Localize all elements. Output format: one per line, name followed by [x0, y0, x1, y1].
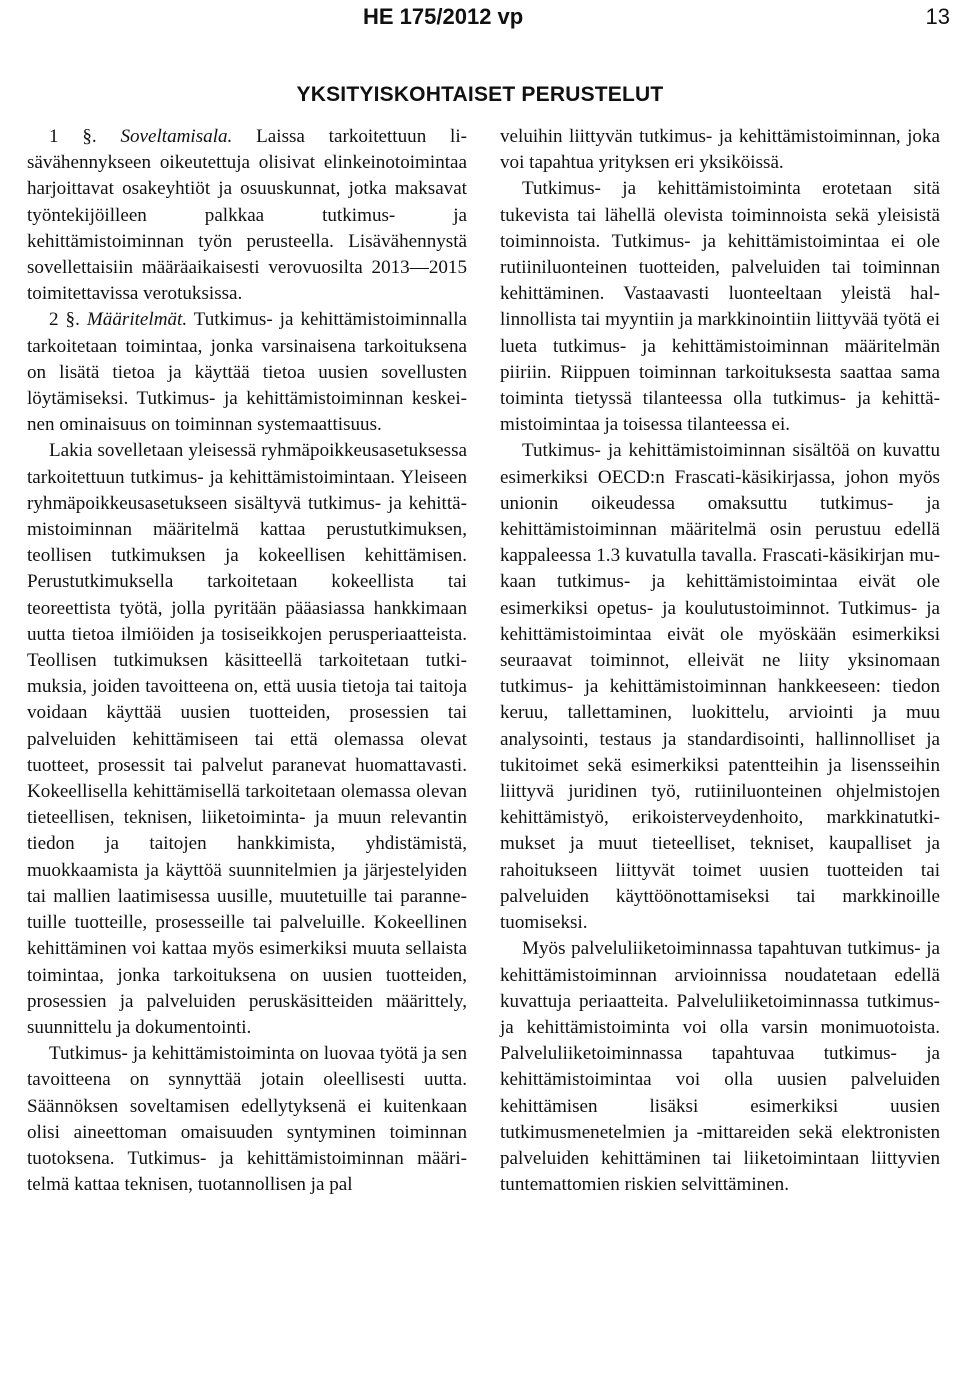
- paragraph: Tutkimus- ja kehittämistoiminta erotetaan sitä tukevista tai lähellä olevista toiminnoista sekä yleisistä toiminnoista. Tutkimus- ja kehittämistoimintaa ei ole rutiiniluonteinen tuotteiden, palveluiden tai toiminnan kehittäminen. Vastaavasti luonteeltaan yleistä hallinnollista tai myyntiin ja markkinointiin liittyvää työtä ei lueta tutkimus- ja kehittämistoiminnan määritelmän piiriin. Riippuen toiminnan tarkoituksesta saattaa sama toiminta tietyssä tilanteessa olla tutkimus- ja kehittämistoimintaa ja toisessa tilanteessa ei.: [500, 178, 940, 436]
- section-2-paragraph: [27, 307, 467, 438]
- right-column: [500, 124, 940, 1198]
- section-title: YKSITYISKOHTAISET PERUSTELUT: [296, 83, 664, 106]
- section-1-number: 1 §.: [49, 126, 97, 147]
- section-2-title: Määritelmät.: [86, 309, 188, 331]
- paragraph-continued: veluihin liittyvän tutkimus- ja kehittämistoiminnan, joka voi tapahtua yrityksen eri yksiköissä.: [500, 126, 940, 174]
- document-id: HE 175/2012 vp: [363, 4, 524, 29]
- paragraph: Myös palveluliiketoiminnassa tapahtuvan tutkimus- ja kehittämistoiminnan arvioinnissa noudatetaan edellä kuvattuja periaatteita. Palveluliiketoiminnassa tutkimus- ja kehittämistoiminta voi olla varsin monimuotoista. Palveluliiketoiminnassa tapahtuvaa tutkimus- ja kehittämistoimintaa voi olla uusien palveluiden kehittämisen lisäksi esimerkiksi uusien tutkimusmenetelmien ja -mittareiden sekä elektronisten palveluiden kehittäminen tai liiketoimintaan liittyvien tuntemattomien riskien selvittäminen.: [500, 938, 940, 1196]
- left-column: [27, 124, 467, 1198]
- paragraph: Tutkimus- ja kehittämistoiminta on luovaa työtä ja sen tavoitteena on synnyttää jotain oleellisesti uutta. Säännöksen soveltamisen edellytyksenä ei kuitenkaan olisi aineettoman omaisuuden syntyminen toiminnan tuotoksena. Tutkimus- ja kehittämistoiminnan määritelmä kattaa teknisen, tuotannollisen ja pal: [27, 1043, 467, 1196]
- section-2-text: Tutkimus- ja kehittämistoiminnalla tarkoitetaan toimintaa, jonka varsinaisena tarkoituksena on lisätä tietoa ja käyttää tietoa uusien sovellusten löytämiseksi. Tutkimus- ja kehittämistoiminnan keskeinen ominaisuus on toiminnan systemaattisuus.: [27, 309, 467, 436]
- section-2-number: 2 §.: [49, 309, 80, 331]
- page-number: 13: [925, 4, 950, 29]
- section-1-paragraph: [27, 124, 467, 307]
- paragraph: Lakia sovelletaan yleisessä ryhmäpoikkeusasetuksessa tarkoitettuun tutkimus- ja kehittämistoimintaan. Yleiseen ryhmäpoikkeusasetukseen sisältyvä tutkimus- ja kehittämistoiminnan määritelmä kattaa perustutkimuksen, teollisen tutkimuksen ja kokeellisen kehittämisen. Perustutkimuksella tarkoitetaan kokeellista tai teoreettista työtä, jolla pyritään pääasiassa hankkimaan uutta tietoa ilmiöiden ja tosiseikkojen perusperiaatteista. Teollisen tutkimuksen käsitteellä tarkoitetaan tutkimuksia, joiden tavoitteena on, että uusia tietoja tai taitoja voidaan käyttää uusien tuotteiden, prosessien tai palveluiden kehittämiseen tai että olemassa olevat tuotteet, prosessit tai palvelut paranevat huomattavasti. Kokeellisella kehittämisellä tarkoitetaan olemassa olevan tieteellisen, teknisen, liiketoiminta- ja muun relevantin tiedon ja taitojen hankkimista, yhdistämistä, muokkaamista ja käyttöä suunnitelmien ja järjestelyiden tai mallien laatimisessa uusille, muutetuille tai parannetuille tuotteille, prosesseille tai palveluille. Kokeellinen kehittäminen voi kattaa myös esimerkiksi muuta sellaista toimintaa, jonka tarkoituksena on uusien tuotteiden, prosessien ja palveluiden peruskäsitteiden määrittely, suunnittelu ja dokumentointi.: [27, 440, 467, 1038]
- section-1-title: Soveltamisala.: [120, 126, 233, 147]
- section-1-text: Laissa tarkoitettuun lisävähennykseen oikeutettuja olisivat elinkeinotoimintaa harjoittavat osakeyhtiöt ja osuuskunnat, jotka maksavat työntekijöilleen palkkaa tutkimus- ja kehittämistoiminnan työn perusteella. Lisävähennystä sovellettaisiin määräaikaisesti verovuosilta 2013—2015 toimitettavissa verotuksissa.: [27, 126, 467, 305]
- paragraph: Tutkimus- ja kehittämistoiminnan sisältöä on kuvattu esimerkiksi OECD:n Frascati-käsikirjassa, johon myös unionin oikeudessa omaksuttu tutkimus- ja kehittämistoiminnan määritelmä osin perustuu edellä kappaleessa 1.3 kuvatulla tavalla. Frascati-käsikirjan mukaan tutkimus- ja kehittämistoimintaa eivät ole esimerkiksi opetus- ja koulutustoiminnot. Tutkimus- ja kehittämistoimintaa eivät ole myöskään esimerkiksi seuraavat toiminnot, elleivät ne liity yksinomaan tutkimus- ja kehittämistoiminnan hankkeeseen: tiedon keruu, tallettaminen, luokittelu, arviointi ja muu analysointi, testaus ja standardisointi, hallinnolliset ja tukitoimet sekä esimerkiksi patentteihin ja lisensseihin liittyvä juridinen työ, rutiiniluonteinen ohjelmistojen kehittämistyö, erikoisterveydenhoito, markkinatutkimukset ja muut tieteelliset, tekniset, kaupalliset ja rahoitukseen liittyvät toimet uusien tuotteiden tai palveluiden käyttöönottamiseksi tai markkinoille tuomiseksi.: [500, 440, 940, 934]
